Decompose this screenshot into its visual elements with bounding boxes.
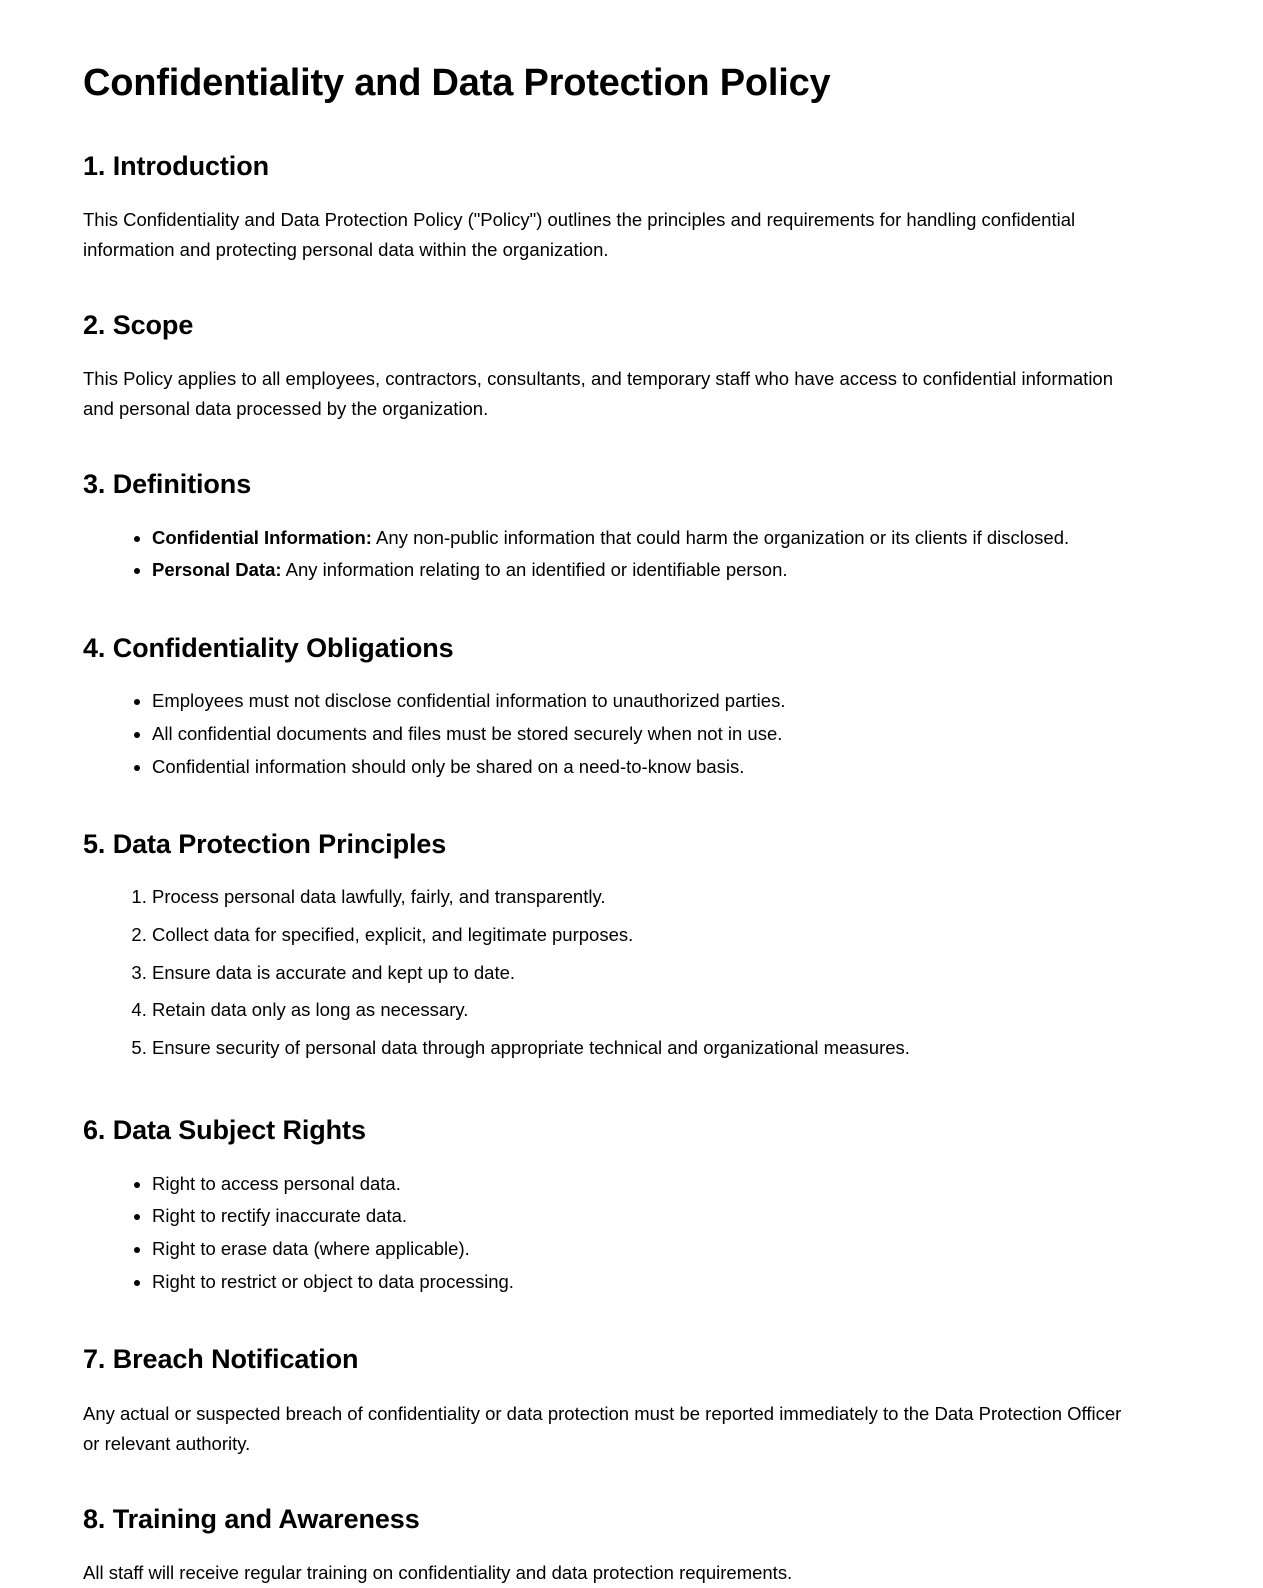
section-heading-definitions: 3. Definitions — [83, 469, 252, 500]
list-item: • Right to erase data (where applicable). — [152, 1234, 1130, 1267]
list-item: 5. Ensure security of personal data through appropriate technical and organizational measures. — [152, 1033, 1130, 1071]
data-subject-rights-list — [83, 1147, 1130, 1299]
confidentiality-obligations-list — [83, 664, 1130, 784]
section-heading-confidentiality-obligations: 4. Confidentiality Obligations — [83, 632, 454, 663]
list-item: • Employees must not disclose confidential information to unauthorized parties. — [152, 686, 1130, 719]
list-item: • Right to rectify inaccurate data. — [152, 1201, 1130, 1234]
list-item: • All confidential documents and files must be stored securely when not in use. — [152, 719, 1130, 752]
list-item: • Right to access personal data. — [152, 1169, 1130, 1202]
definition-description: Any information relating to an identified or identifiable person. — [281, 559, 788, 581]
definition-description: Any non-public information that could harm the organization or its clients if disclosed. — [371, 526, 1070, 548]
list-item: 2. Collect data for specified, explicit, and legitimate purposes. — [152, 920, 1130, 958]
section-paragraph-training-and-awareness: All staff will receive regular training on confidentiality and data protection requirements. — [83, 1561, 793, 1583]
section-heading-data-subject-rights: 6. Data Subject Rights — [83, 1115, 366, 1146]
section-heading-introduction: 1. Introduction — [83, 150, 269, 181]
list-item — [152, 555, 1130, 588]
list-item: • Confidential information should only be shared on a need-to-know basis. — [152, 752, 1130, 785]
document-title: Confidentiality and Data Protection Policy — [83, 62, 831, 104]
definition-term: Confidential Information: — [152, 526, 372, 548]
section-heading-data-protection-principles: 5. Data Protection Principles — [83, 829, 447, 860]
section-paragraph-scope: This Policy applies to all employees, contractors, consultants, and temporary staff who have access to confidential information and personal data processed by the organization. — [83, 368, 1114, 420]
section-paragraph-introduction: This Confidentiality and Data Protection Policy ("Policy") outlines the principles and requirements for handling confidential information and protecting personal data within the organization. — [83, 209, 1076, 261]
section-heading-scope: 2. Scope — [83, 310, 194, 341]
list-item: 1. Process personal data lawfully, fairly, and transparently. — [152, 882, 1130, 920]
definitions-list — [83, 501, 1130, 588]
definition-term: Personal Data: — [152, 559, 282, 581]
section-heading-breach-notification: 7. Breach Notification — [83, 1344, 359, 1375]
list-item: • Right to restrict or object to data processing. — [152, 1267, 1130, 1300]
section-paragraph-breach-notification: Any actual or suspected breach of confidentiality or data protection must be reported immediately to the Data Protection Officer or relevant authority. — [83, 1402, 1122, 1454]
section-heading-training-and-awareness: 8. Training and Awareness — [83, 1503, 420, 1534]
list-item: 4. Retain data only as long as necessary. — [152, 995, 1130, 1033]
list-item: 3. Ensure data is accurate and kept up to date. — [152, 958, 1130, 996]
list-item — [152, 523, 1130, 556]
data-protection-principles-list — [83, 860, 1130, 1070]
